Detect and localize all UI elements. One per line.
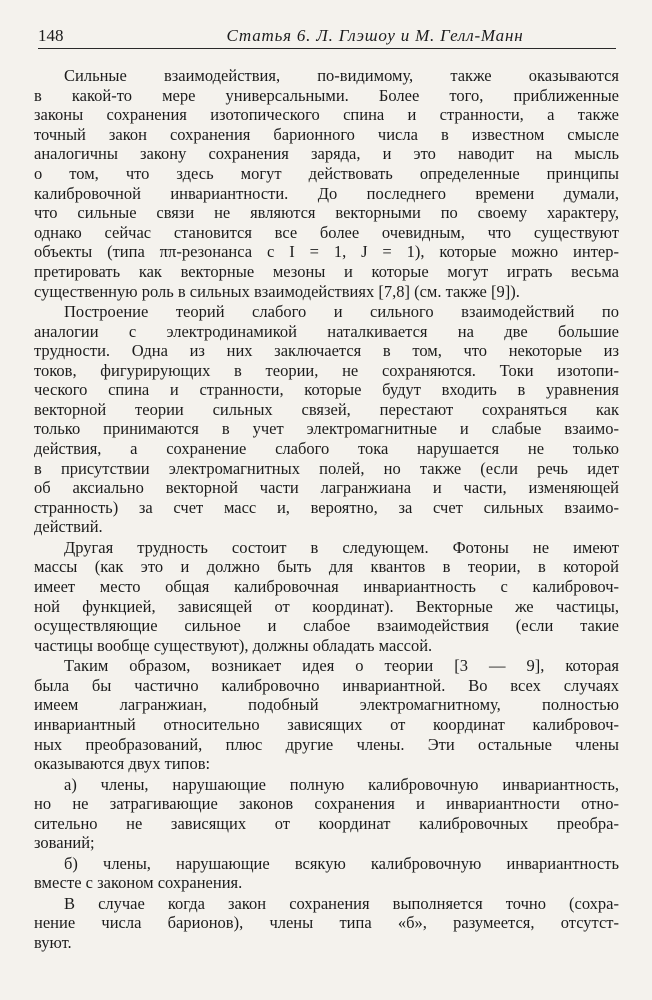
text-line: Другая трудность состоит в следующем. Фотоны не имеют	[64, 537, 619, 557]
text-line: о том, что здесь могут действовать определенные принципы	[34, 163, 619, 183]
text-line: точный закон сохранения барионного числа в известном смысле	[34, 124, 619, 144]
paragraph	[34, 66, 619, 301]
text-line: Построение теорий слабого и сильного взаимодействий по	[64, 301, 619, 321]
text-line: существенную роль в сильных взаимодействиях [7,8] (см. также [9]).	[34, 281, 520, 301]
paragraph	[34, 775, 619, 853]
text-line: вуют.	[34, 932, 72, 952]
text-line: имеет место общая калибровочная инвариантность с калибровоч-	[34, 577, 619, 597]
text-line: Таким образом, возникает идея о теории [3 — 9], которая	[64, 656, 619, 676]
text-line: б) члены, нарушающие всякую калибровочную инвариантность	[64, 853, 619, 873]
paragraph	[34, 894, 619, 953]
text-line: а) члены, нарушающие полную калибровочную инвариантность,	[64, 774, 619, 794]
page-header	[38, 26, 616, 49]
text-line: объекты (типа ππ-резонанса с I = 1, J = 1), которые можно интер-	[34, 242, 619, 262]
text-line: в присутствии электромагнитных полей, но также (если речь идет	[34, 458, 619, 478]
text-line: законы сохранения изотопического спина и странности, а также	[34, 105, 619, 125]
paragraph	[34, 302, 619, 537]
text-line: оказываются двух типов:	[34, 754, 211, 774]
text-body	[34, 66, 619, 953]
text-line: имеем лагранжиан, подобный электромагнитному, полностью	[34, 695, 619, 715]
text-line: вместе с законом сохранения.	[34, 873, 243, 893]
text-line: ной функцией, зависящей от координат). Векторные же частицы,	[34, 596, 619, 616]
text-line: действий.	[34, 517, 103, 537]
running-head: Статья 6. Л. Глэшоу и М. Гелл-Манн	[226, 26, 524, 45]
text-line: Сильные взаимодействия, по-видимому, также оказываются	[64, 66, 619, 85]
text-line: ческого спина и странности, которые будут входить в уравнения	[34, 380, 619, 400]
text-line: ных преобразований, плюс другие члены. Эти остальные члены	[34, 734, 619, 754]
text-line: калибровочной инвариантности. До последнего времени думали,	[34, 183, 619, 203]
text-line: осуществляющие сильное и слабое взаимодействия (если такие	[34, 616, 619, 636]
text-line: векторной теории сильных связей, перестают сохраняться как	[34, 399, 619, 419]
text-line: трудности. Одна из них заключается в том, что некоторые из	[34, 341, 619, 361]
text-line: в какой-то мере универсальными. Более того, приближенные	[34, 85, 619, 105]
text-line: претировать как векторные мезоны и которые могут играть весьма	[34, 261, 619, 281]
paragraph	[34, 538, 619, 656]
text-line: но не затрагивающие законов сохранения и инвариантности отно-	[34, 794, 619, 814]
text-line: однако сейчас становится все более очевидным, что существуют	[34, 222, 619, 242]
text-line: токов, фигурирующих в теории, не сохраняются. Токи изотопи-	[34, 360, 619, 380]
text-line: аналогичны закону сохранения заряда, и это наводит на мысль	[34, 144, 619, 164]
page-number: 148	[38, 26, 64, 45]
text-line: частицы вообще существуют), должны обладать массой.	[34, 635, 433, 655]
text-line: только принимаются в учет электромагнитные и слабые взаимо-	[34, 419, 619, 439]
text-line: аналогии с электродинамикой наталкивается на две большие	[34, 321, 619, 341]
text-line: нение числа барионов), члены типа «б», разумеется, отсутст-	[34, 913, 619, 933]
text-line: сительно не зависящих от координат калибровочных преобра-	[34, 813, 619, 833]
text-line: В случае когда закон сохранения выполняется точно (сохра-	[64, 893, 619, 913]
text-line: была бы частично калибровочно инвариантной. Во всех случаях	[34, 675, 619, 695]
text-line: зований;	[34, 833, 95, 853]
text-line: массы (как это и должно быть для квантов в теории, в которой	[34, 557, 619, 577]
paragraph	[34, 656, 619, 774]
text-line: действия, а сохранение слабого тока нарушается не только	[34, 439, 619, 459]
text-line: странность) за счет масс и, вероятно, за счет сильных взаимо-	[34, 497, 619, 517]
text-line: что сильные связи не являются векторными по своему характеру,	[34, 203, 619, 223]
text-line: об аксиально векторной части лагранжиана и части, изменяющей	[34, 478, 619, 498]
paragraph	[34, 854, 619, 893]
text-line: инвариантный относительно зависящих от координат калибровоч-	[34, 714, 619, 734]
